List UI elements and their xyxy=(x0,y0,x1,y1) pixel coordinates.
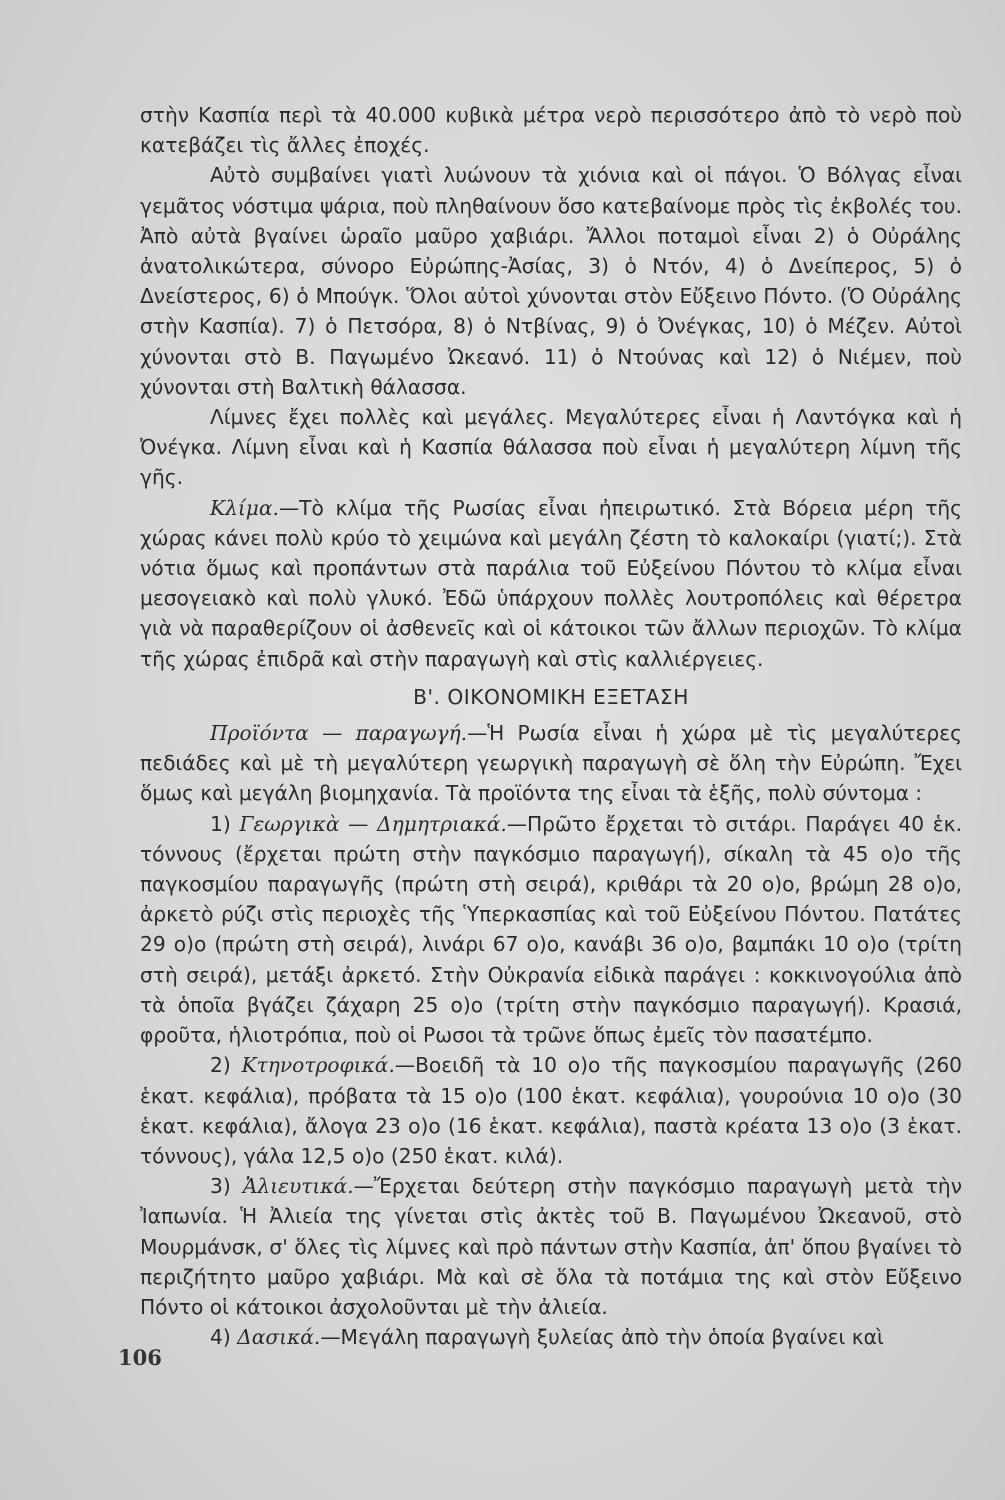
agriculture-text: —Πρῶτο ἔρχεται τὸ σιτάρι. Παράγει 40 ἑκ. τόννους (ἔρχεται πρώτη στὴν παγκόσμιο παραγωγή), σίκαλη τὰ 45 ο)ο τῆς παγκοσμίου παραγωγῆς (πρώτη στὴ σειρά), κριθάρι τὰ 20 ο)ο, βρώμη 28 ο)ο, ἀρκετὸ ρύζι στὶς περιοχὲς τῆς Ὑπερκασπίας καὶ τοῦ Εὐξείνου Πόντου. Πατάτες 29 ο)ο (πρώτη στὴ σειρά), λινάρι 67 ο)ο, κανάβι 36 ο)ο, βαμπάκι 10 ο)ο (τρίτη στὴ σειρά), μετάξι ἀρκετό. Στὴν Οὐκρανία εἰδικὰ παράγει : κοκκινογούλια ἀπὸ τὰ ὁποῖα βγάζει ζάχαρη 25 ο)ο (τρίτη στὴν παγκόσμιο παραγωγή). Κρασιά, φροῦτα, ἡλιοτρόπια, ποὺ οἱ Ρωσοι τὰ τρῶνε ὅπως ἐμεῖς τὸν πασατέμπο. xyxy=(140,811,962,1048)
paragraph-livestock xyxy=(140,1050,962,1171)
paragraph-rivers-intro: στὴν Κασπία περὶ τὰ 40.000 κυβικὰ μέτρα νερὸ περισσότερο ἀπὸ τὸ νερὸ ποὺ κατεβάζει τὶς ἄλλες ἐποχές. xyxy=(140,103,962,158)
forestry-text: —Μεγάλη παραγωγὴ ξυλείας ἀπὸ τὴν ὁποία βγαίνει καὶ xyxy=(320,1325,884,1350)
paragraph-lakes: Λίμνες ἔχει πολλὲς καὶ μεγάλες. Μεγαλύτερες εἶναι ἡ Λαντόγκα καὶ ἡ Ὀνέγκα. Λίμνη εἶναι καὶ ἡ Κασπία θάλασσα ποὺ εἶναι ἡ μεγαλύτερη λίμνη τῆς γῆς. xyxy=(140,405,962,490)
agriculture-number: 1) xyxy=(210,811,231,836)
agriculture-label: Γεωργικὰ — Δημητριακά. xyxy=(239,811,507,836)
climate-text: —Τὸ κλίμα τῆς Ρωσίας εἶναι ἠπειρωτικό. Στὰ Βόρεια μέρη τῆς χώρας κάνει πολὺ κρύο τὸ χειμώνα καὶ μεγάλη ζέστη τὸ καλοκαίρι (γιατί;). Στὰ νότια ὅμως καὶ προπάντων στὰ παράλια τοῦ Εὐξείνου Πόντου τὸ κλίμα εἶναι μεσογειακὸ καὶ πολὺ γλυκό. Ἐδῶ ὑπάρχουν πολλὲς λουτροπόλεις καὶ θέρετρα γιὰ νὰ παραθερίζουν οἱ ἀσθενεῖς καὶ οἱ κάτοικοι τῶν ἄλλων περιοχῶν. Τὸ κλίμα τῆς χώρας ἐπιδρᾶ καὶ στὴν παραγωγὴ καὶ στὶς καλλιέργειες. xyxy=(140,495,962,671)
paragraph-rivers: Αὐτὸ συμβαίνει γιατὶ λυώνουν τὰ χιόνια καὶ οἱ πάγοι. Ὁ Βόλγας εἶναι γεμᾶτος νόστιμα ψάρια, ποὺ πληθαίνουν ὅσο κατεβαίνομε πρὸς τὶς ἐκβολές του. Ἀπὸ αὐτὰ βγαίνει ὡραῖο μαῦρο χαβιάρι. Ἄλλοι ποταμοὶ εἶναι 2) ὁ Οὐράλης ἀνατολικώτερα, σύνορο Εὐρώπης-Ἀσίας, 3) ὁ Ντόν, 4) ὁ Δνείπερος, 5) ὁ Δνείστερος, 6) ὁ Μπούγκ. Ὅλοι αὐτοὶ χύνονται στὸν Εὔξεινο Πόντο. (Ὁ Οὐράλης στὴν Κασπία). 7) ὁ Πετσόρα, 8) ὁ Ντβίνας, 9) ὁ Ὀνέγκας, 10) ὁ Μέζεν. Αὐτοὶ χύνονται στὸ Β. Παγωμένο Ὠκεανό. 11) ὁ Ντούνας καὶ 12) ὁ Νιέμεν, ποὺ χύνονται στὴ Βαλτικὴ θάλασσα. xyxy=(140,163,962,399)
paragraph-agriculture xyxy=(140,809,962,1051)
fishing-number: 3) xyxy=(210,1174,231,1199)
page-number: 106 xyxy=(118,1345,162,1370)
section-heading: Β'. ΟΙΚΟΝΟΜΙΚΗ ΕΞΕΤΑΣΗ xyxy=(413,684,689,709)
livestock-text: —Βοειδῆ τὰ 10 ο)ο τῆς παγκοσμίου παραγωγῆς (260 ἑκατ. κεφάλια), πρόβατα τὰ 15 ο)ο (100 ἑκατ. κεφάλια), γουρούνια 10 ο)ο (30 ἑκατ. κεφάλια), ἄλογα 23 ο)ο (16 ἑκατ. κεφάλια), παστὰ κρέατα 13 ο)ο (3 ἑκατ. τόννους), γάλα 12,5 ο)ο (250 ἑκατ. κιλά). xyxy=(140,1053,963,1168)
fishing-label: Ἀλιευτικά. xyxy=(242,1174,354,1199)
paragraph-forestry xyxy=(140,1322,962,1352)
livestock-label: Κτηνοτροφικά. xyxy=(241,1053,395,1078)
fishing-text: —Ἔρχεται δεύτερη στὴν παγκόσμιο παραγωγὴ μετὰ τὴν Ἰαπωνία. Ἡ Ἀλιεία της γίνεται στὶς ἀκτὲς τοῦ Β. Παγωμένου Ὠκεανοῦ, στὸ Μουρμάνσκ, σ' ὅλες τὶς λίμνες καὶ πρὸ πάντων στὴν Κασπία, ἀπ' ὅπου βγαίνει τὸ περιζήτητο μαῦρο χαβιάρι. Μὰ καὶ σὲ ὅλα τὰ ποτάμια της καὶ στὸν Εὔξεινο Πόντο οἱ κάτοικοι ἀσχολοῦνται μὲ τὴν ἀλιεία. xyxy=(140,1174,962,1319)
forestry-label: Δασικά. xyxy=(237,1325,321,1350)
livestock-number: 2) xyxy=(210,1053,231,1078)
forestry-number: 4) xyxy=(210,1325,231,1350)
paragraph-climate xyxy=(140,493,962,674)
products-label: Προϊόντα — παραγωγή. xyxy=(210,721,468,746)
body-text xyxy=(140,100,962,1352)
paragraph-fishing xyxy=(140,1171,962,1322)
paragraph-products xyxy=(140,718,962,809)
products-text: —Ἡ Ρωσία εἶναι ἡ χώρα μὲ τὶς μεγαλύτερες πεδιάδες καὶ μὲ τὴ μεγαλύτερη γεωργικὴ παραγωγὴ σὲ ὅλη τὴν Εὐρώπη. Ἔχει ὅμως καὶ μεγάλη βιομηχανία. Τὰ προϊόντα της εἶναι τὰ ἑξῆς, πολὺ σύντομα : xyxy=(140,721,962,806)
climate-label: Κλίμα. xyxy=(210,495,279,520)
